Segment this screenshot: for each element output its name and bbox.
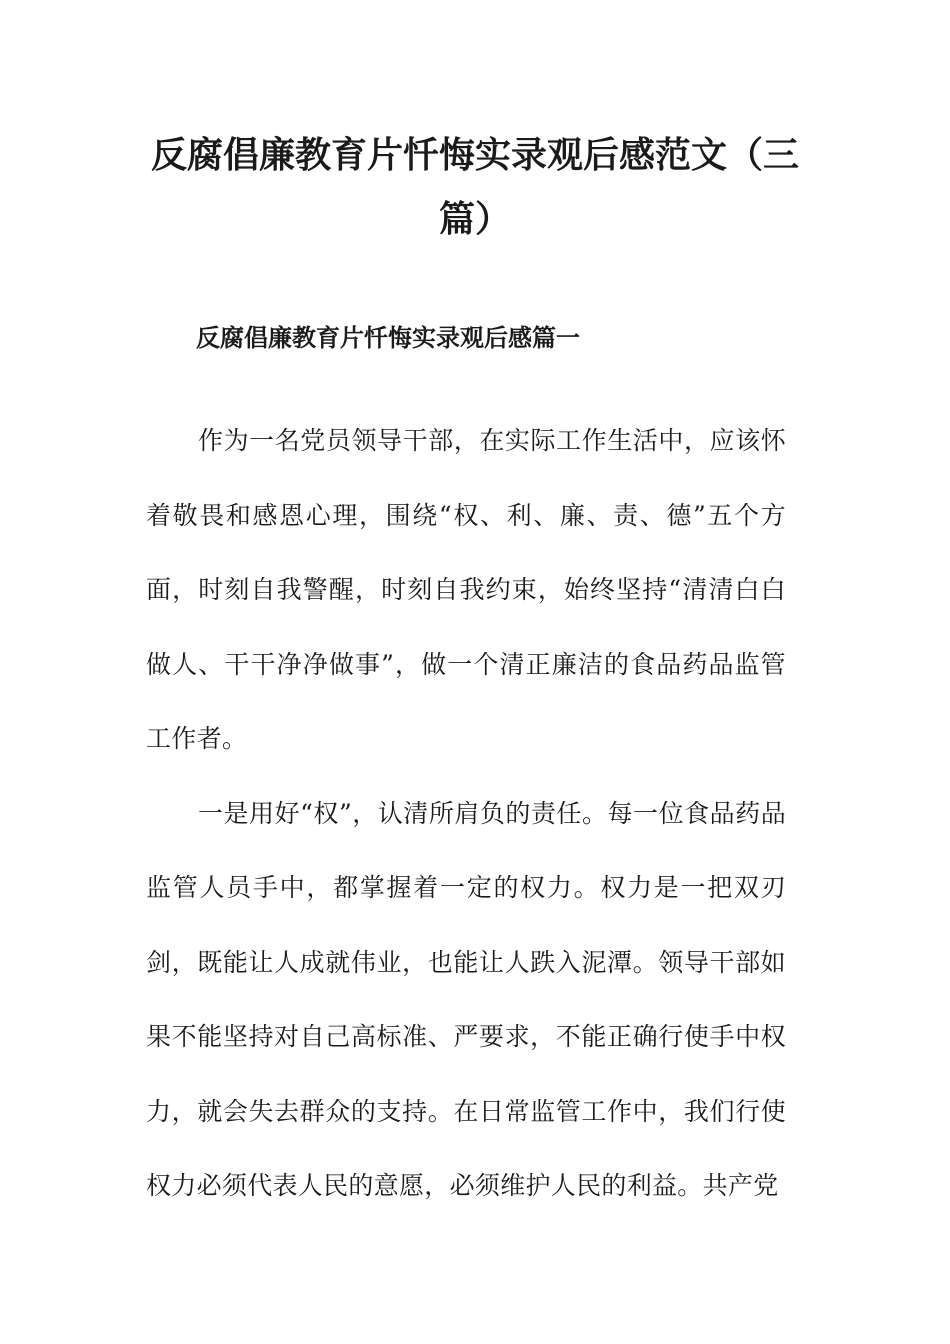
paragraph: 作为一名党员领导干部，在实际工作生活中，应该怀着敬畏和感恩心理，围绕“权、利、廉、责、德”五个方面，时刻自我警醒，时刻自我约束，始终坚持“清清白白做人、干干净净做事”，做一个清正廉洁的食品药品监管工作者。: [146, 426, 786, 753]
document-body: [146, 404, 786, 1224]
section-heading: 反腐倡廉教育片忏悔实录观后感篇一: [196, 324, 580, 352]
paragraph: 一是用好“权”，认清所肩负的责任。每一位食品药品监管人员手中，都掌握着一定的权力。权力是一把双刃剑，既能让人成就伟业，也能让人跌入泥潭。领导干部如果不能坚持对自己高标准、严要求，不能正确行使手中权力，就会失去群众的支持。在日常监管工作中，我们行使权力必须代表人民的意愿，必须维护人民的利益。共产党: [146, 798, 786, 1200]
document-title: 反腐倡廉教育片忏悔实录观后感范文（三篇）: [150, 135, 799, 240]
